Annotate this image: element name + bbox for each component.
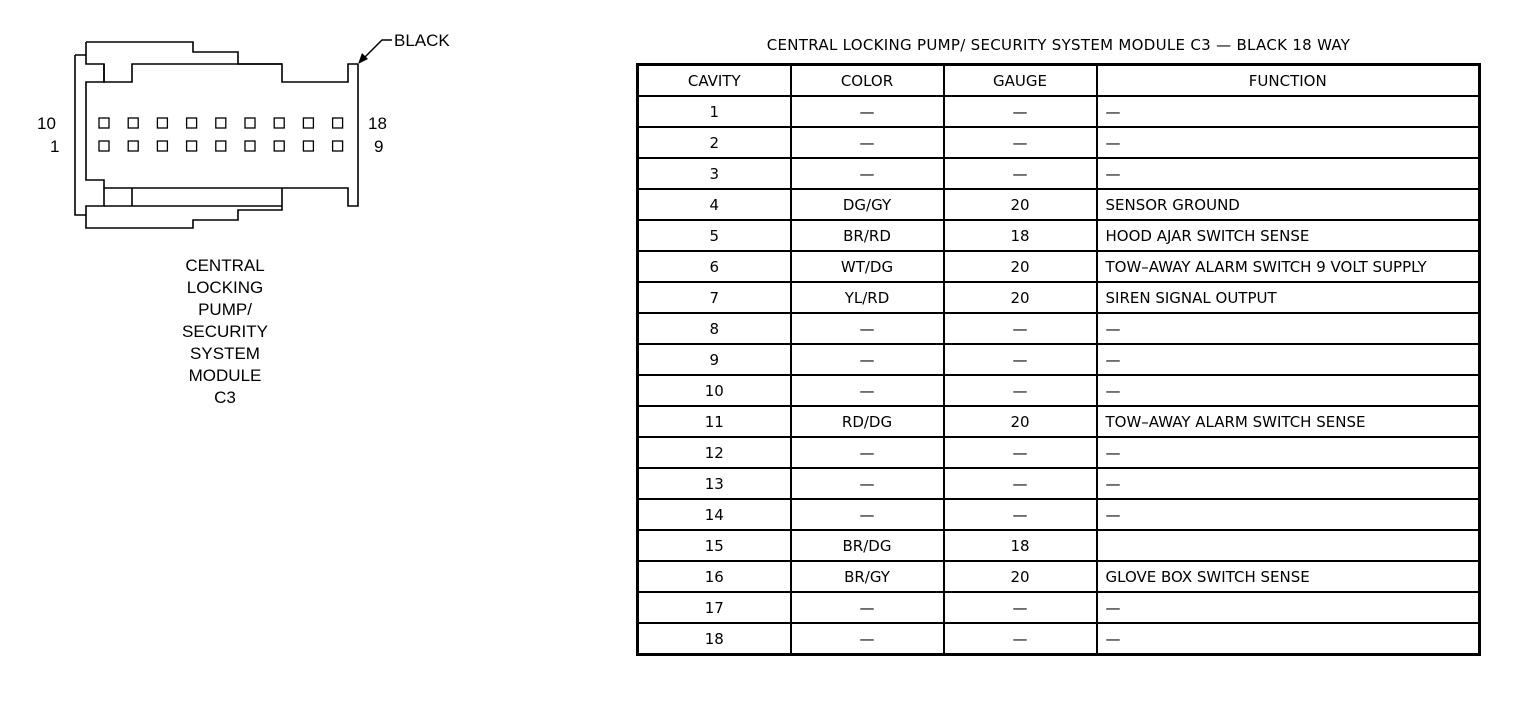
table-row bbox=[638, 189, 1480, 220]
cell-color: — bbox=[791, 592, 944, 623]
pin-cavity bbox=[303, 141, 313, 151]
pin-cavity bbox=[157, 141, 167, 151]
cell-color: — bbox=[791, 437, 944, 468]
pin-cavity bbox=[216, 141, 226, 151]
pin-cavity bbox=[187, 141, 197, 151]
cell-gauge: — bbox=[944, 623, 1097, 655]
table-row bbox=[638, 561, 1480, 592]
cell-cavity: 9 bbox=[638, 344, 791, 375]
cell-function: — bbox=[1097, 468, 1480, 499]
cell-gauge: — bbox=[944, 375, 1097, 406]
cell-cavity: 3 bbox=[638, 158, 791, 189]
cell-color: — bbox=[791, 127, 944, 158]
cell-function: HOOD AJAR SWITCH SENSE bbox=[1097, 220, 1480, 251]
pin-cavity bbox=[128, 141, 138, 151]
cell-function: TOW–AWAY ALARM SWITCH 9 VOLT SUPPLY bbox=[1097, 251, 1480, 282]
table-row bbox=[638, 375, 1480, 406]
pin-cavity bbox=[245, 118, 255, 128]
cell-gauge: — bbox=[944, 468, 1097, 499]
cell-cavity: 18 bbox=[638, 623, 791, 655]
cell-color: — bbox=[791, 468, 944, 499]
cell-function: — bbox=[1097, 96, 1480, 127]
pin-label-bottom-left: 1 bbox=[50, 137, 60, 156]
cell-cavity: 10 bbox=[638, 375, 791, 406]
cell-gauge: — bbox=[944, 499, 1097, 530]
cell-color: WT/DG bbox=[791, 251, 944, 282]
table-row bbox=[638, 96, 1480, 127]
table-row bbox=[638, 623, 1480, 655]
cell-cavity: 1 bbox=[638, 96, 791, 127]
pin-cavity bbox=[128, 118, 138, 128]
cell-gauge: — bbox=[944, 96, 1097, 127]
cell-color: — bbox=[791, 623, 944, 655]
cell-gauge: — bbox=[944, 158, 1097, 189]
cell-function: TOW–AWAY ALARM SWITCH SENSE bbox=[1097, 406, 1480, 437]
cell-cavity: 16 bbox=[638, 561, 791, 592]
header-function: FUNCTION bbox=[1097, 65, 1480, 97]
cell-gauge: 20 bbox=[944, 189, 1097, 220]
cell-gauge: 20 bbox=[944, 406, 1097, 437]
caption-line: SYSTEM bbox=[190, 344, 260, 363]
pin-cavity bbox=[157, 118, 167, 128]
table-header-row bbox=[638, 65, 1480, 97]
cell-gauge: 18 bbox=[944, 530, 1097, 561]
pin-cavity bbox=[303, 118, 313, 128]
header-color: COLOR bbox=[791, 65, 944, 97]
cell-cavity: 7 bbox=[638, 282, 791, 313]
cell-color: DG/GY bbox=[791, 189, 944, 220]
pin-cavity bbox=[187, 118, 197, 128]
table-row bbox=[638, 158, 1480, 189]
caption-line: CENTRAL bbox=[185, 256, 265, 275]
pin-label-bottom-right: 9 bbox=[374, 137, 384, 156]
connector-latch-bottom bbox=[104, 188, 282, 206]
cell-color: — bbox=[791, 96, 944, 127]
table-row bbox=[638, 592, 1480, 623]
table-row bbox=[638, 251, 1480, 282]
cell-cavity: 12 bbox=[638, 437, 791, 468]
cell-cavity: 15 bbox=[638, 530, 791, 561]
cell-function: — bbox=[1097, 437, 1480, 468]
table-row bbox=[638, 437, 1480, 468]
cell-function: SENSOR GROUND bbox=[1097, 189, 1480, 220]
cell-gauge: — bbox=[944, 437, 1097, 468]
cell-cavity: 13 bbox=[638, 468, 791, 499]
cell-function: — bbox=[1097, 375, 1480, 406]
cell-gauge: 20 bbox=[944, 251, 1097, 282]
cell-cavity: 4 bbox=[638, 189, 791, 220]
cell-cavity: 17 bbox=[638, 592, 791, 623]
table-row bbox=[638, 499, 1480, 530]
table-row bbox=[638, 313, 1480, 344]
cell-color: — bbox=[791, 375, 944, 406]
color-label-leader-line bbox=[362, 40, 392, 60]
table-row bbox=[638, 344, 1480, 375]
caption-line: LOCKING bbox=[186, 278, 264, 297]
cell-gauge: — bbox=[944, 313, 1097, 344]
cell-color: BR/DG bbox=[791, 530, 944, 561]
cell-gauge: 18 bbox=[944, 220, 1097, 251]
cell-gauge: — bbox=[944, 344, 1097, 375]
cell-gauge: — bbox=[944, 127, 1097, 158]
connector-body-outline-top bbox=[86, 42, 358, 82]
caption-line: PUMP/ bbox=[198, 300, 252, 319]
pin-cavity bbox=[274, 141, 284, 151]
cell-function: — bbox=[1097, 313, 1480, 344]
cell-function: — bbox=[1097, 127, 1480, 158]
cell-cavity: 11 bbox=[638, 406, 791, 437]
cell-cavity: 8 bbox=[638, 313, 791, 344]
pin-cavity bbox=[274, 118, 284, 128]
cell-function: SIREN SIGNAL OUTPUT bbox=[1097, 282, 1480, 313]
cell-cavity: 5 bbox=[638, 220, 791, 251]
pin-cavity bbox=[333, 118, 343, 128]
caption-line: MODULE bbox=[188, 366, 262, 385]
cell-cavity: 6 bbox=[638, 251, 791, 282]
table-row bbox=[638, 530, 1480, 561]
table-row bbox=[638, 220, 1480, 251]
cell-color: BR/RD bbox=[791, 220, 944, 251]
pinout-table bbox=[636, 63, 1481, 656]
table-title: CENTRAL LOCKING PUMP/ SECURITY SYSTEM MODULE C3 — BLACK 18 WAY bbox=[766, 36, 1351, 54]
header-gauge: GAUGE bbox=[944, 65, 1097, 97]
cell-function: — bbox=[1097, 499, 1480, 530]
cell-color: — bbox=[791, 499, 944, 530]
header-cavity: CAVITY bbox=[638, 65, 791, 97]
cell-function: — bbox=[1097, 592, 1480, 623]
pin-cavity bbox=[333, 141, 343, 151]
cell-function: — bbox=[1097, 344, 1480, 375]
table-row bbox=[638, 406, 1480, 437]
cell-color: — bbox=[791, 344, 944, 375]
pin-label-top-right: 18 bbox=[368, 114, 387, 133]
cell-cavity: 2 bbox=[638, 127, 791, 158]
cell-function: GLOVE BOX SWITCH SENSE bbox=[1097, 561, 1480, 592]
pin-cavity bbox=[99, 141, 109, 151]
cell-function bbox=[1097, 530, 1480, 561]
cell-color: — bbox=[791, 158, 944, 189]
pin-cavity bbox=[99, 118, 109, 128]
pin-cavity bbox=[245, 141, 255, 151]
table-row bbox=[638, 282, 1480, 313]
cell-color: YL/RD bbox=[791, 282, 944, 313]
cell-color: — bbox=[791, 313, 944, 344]
cell-gauge: 20 bbox=[944, 282, 1097, 313]
cell-gauge: 20 bbox=[944, 561, 1097, 592]
table-row bbox=[638, 127, 1480, 158]
connector-outer-left bbox=[75, 55, 86, 215]
cell-gauge: — bbox=[944, 592, 1097, 623]
connector-face-diagram bbox=[0, 0, 600, 722]
cell-color: BR/GY bbox=[791, 561, 944, 592]
table-row bbox=[638, 468, 1480, 499]
caption-line: SECURITY bbox=[182, 322, 268, 341]
caption-line: C3 bbox=[214, 388, 236, 407]
pin-label-top-left: 10 bbox=[37, 114, 56, 133]
connector-left-edge bbox=[86, 42, 282, 82]
pin-cavity bbox=[216, 118, 226, 128]
connector-color-label: BLACK bbox=[394, 31, 450, 50]
cell-color: RD/DG bbox=[791, 406, 944, 437]
cell-cavity: 14 bbox=[638, 499, 791, 530]
cell-function: — bbox=[1097, 623, 1480, 655]
connector-caption bbox=[150, 255, 300, 409]
cell-function: — bbox=[1097, 158, 1480, 189]
